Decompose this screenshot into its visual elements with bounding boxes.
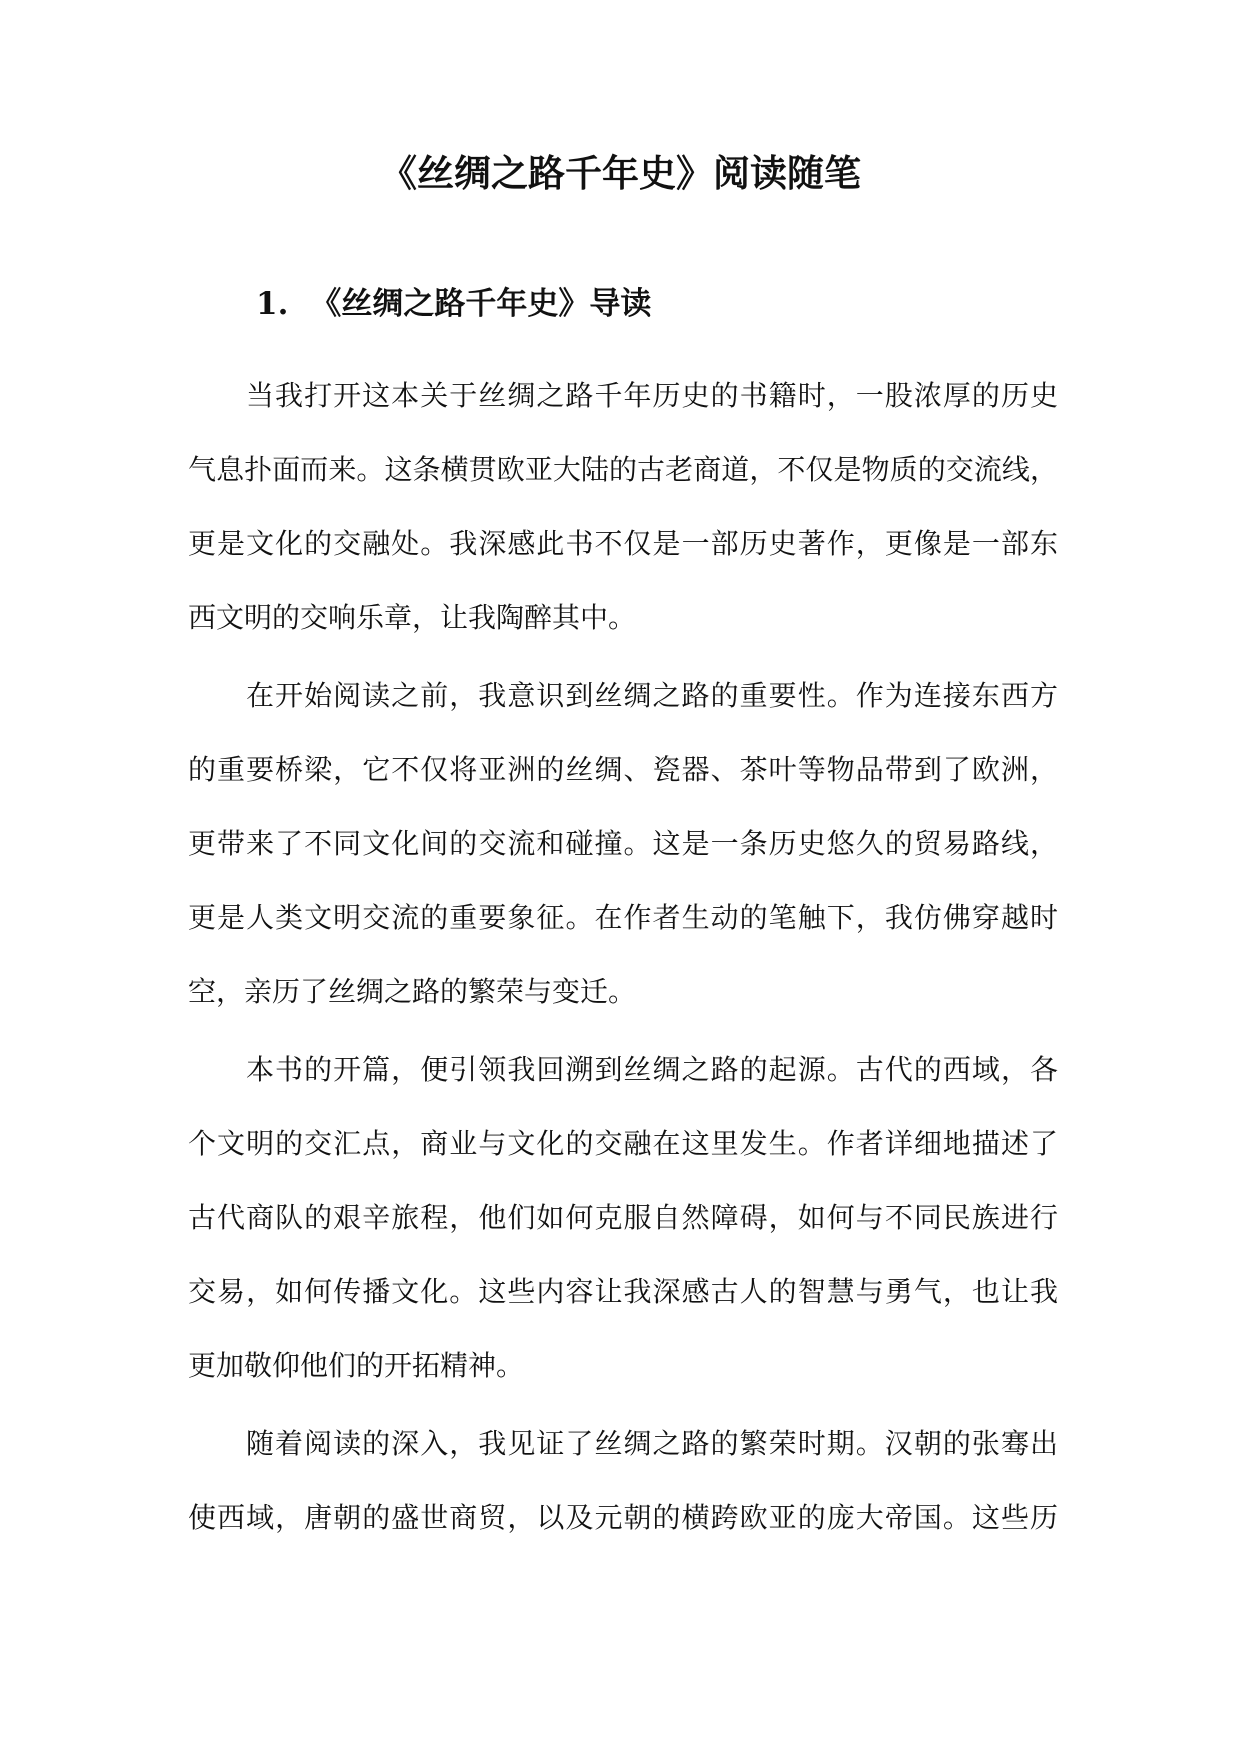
paragraph-1 bbox=[188, 368, 1058, 664]
paragraph-line: 当我打开这本关于丝绸之路千年历史的书籍时，一股浓厚的历史 bbox=[246, 379, 1058, 412]
paragraph-line: 随着阅读的深入，我见证了丝绸之路的繁荣时期。汉朝的张骞出 bbox=[246, 1427, 1058, 1460]
paragraph-line: 更带来了不同文化间的交流和碰撞。这是一条历史悠久的贸易路线， bbox=[188, 827, 1058, 860]
paragraph-line: 西文明的交响乐章，让我陶醉其中。 bbox=[188, 601, 637, 634]
paragraph-line: 空，亲历了丝绸之路的繁荣与变迁。 bbox=[188, 975, 637, 1008]
paragraph-line: 气息扑面而来。这条横贯欧亚大陆的古老商道，不仅是物质的交流线， bbox=[188, 453, 1058, 486]
body-text bbox=[188, 368, 1058, 1568]
paragraph-line: 在开始阅读之前，我意识到丝绸之路的重要性。作为连接东西方 bbox=[246, 679, 1058, 712]
section-number: 1. bbox=[256, 286, 289, 322]
paragraph-line: 使西域，唐朝的盛世商贸，以及元朝的横跨欧亚的庞大帝国。这些历 bbox=[188, 1501, 1058, 1534]
paragraph-line: 本书的开篇，便引领我回溯到丝绸之路的起源。古代的西域，各 bbox=[246, 1053, 1058, 1086]
paragraph-line: 交易，如何传播文化。这些内容让我深感古人的智慧与勇气，也让我 bbox=[188, 1275, 1058, 1308]
paragraph-3 bbox=[188, 1042, 1058, 1412]
paragraph-2 bbox=[188, 668, 1058, 1038]
section-heading bbox=[256, 282, 651, 326]
document-title: 《丝绸之路千年史》阅读随笔 bbox=[380, 151, 861, 195]
paragraph-line: 更是文化的交融处。我深感此书不仅是一部历史著作，更像是一部东 bbox=[188, 527, 1058, 560]
paragraph-line: 古代商队的艰辛旅程，他们如何克服自然障碍，如何与不同民族进行 bbox=[188, 1201, 1058, 1234]
paragraph-4 bbox=[188, 1416, 1058, 1564]
paragraph-line: 更加敬仰他们的开拓精神。 bbox=[188, 1349, 525, 1382]
paragraph-line: 更是人类文明交流的重要象征。在作者生动的笔触下，我仿佛穿越时 bbox=[188, 901, 1058, 934]
section-title: 《丝绸之路千年史》导读 bbox=[310, 286, 652, 322]
paragraph-line: 个文明的交汇点，商业与文化的交融在这里发生。作者详细地描述了 bbox=[188, 1127, 1058, 1160]
paragraph-line: 的重要桥梁，它不仅将亚洲的丝绸、瓷器、茶叶等物品带到了欧洲， bbox=[188, 753, 1058, 786]
